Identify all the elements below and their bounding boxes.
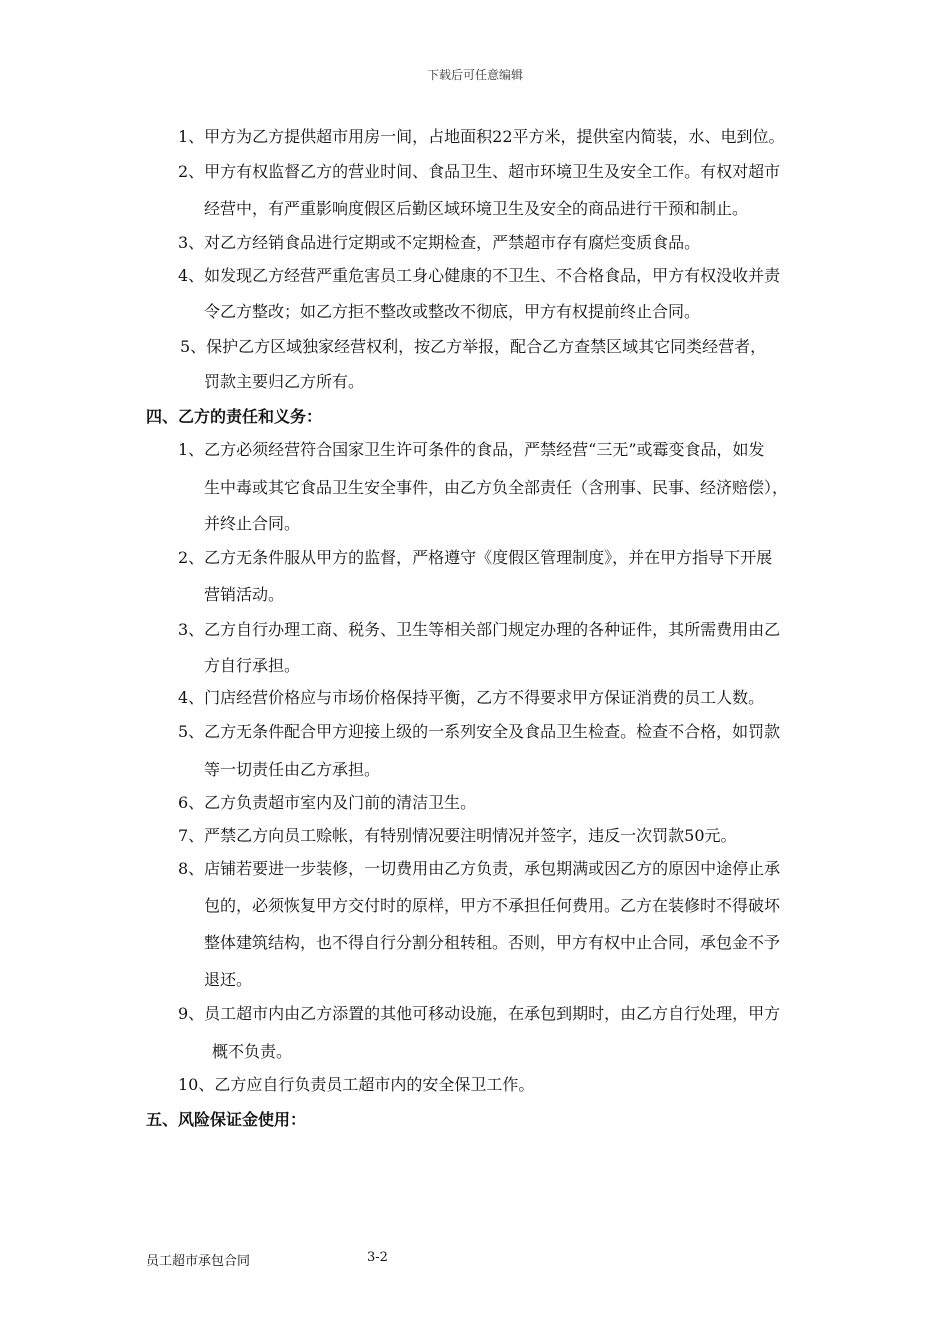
paragraph-line: 生中毒或其它食品卫生安全事件，由乙方负全部责任（含刑事、民事、经济赔偿），	[204, 478, 789, 497]
paragraph-line: 令乙方整改；如乙方拒不整改或整改不彻底，甲方有权提前终止合同。	[204, 302, 701, 321]
paragraph-line: 经营中，有严重影响度假区后勤区域环境卫生及安全的商品进行干预和制止。	[204, 199, 749, 218]
paragraph-line: 并终止合同。	[204, 514, 301, 533]
footer-page-number: 3-2	[367, 1250, 388, 1265]
paragraph-line: 2、乙方无条件服从甲方的监督，严格遵守《度假区管理制度》，并在甲方指导下开展	[178, 548, 773, 567]
paragraph-line: 5、保护乙方区域独家经营权利，按乙方举报，配合乙方查禁区域其它同类经营者，	[180, 337, 767, 356]
paragraph-line: 营销活动。	[204, 585, 285, 604]
paragraph-line: 6、乙方负责超市室内及门前的清洁卫生。	[178, 793, 477, 812]
paragraph-line: 9、员工超市内由乙方添置的其他可移动设施，在承包到期时，由乙方自行处理，甲方	[178, 1004, 781, 1023]
paragraph-line: 方自行承担。	[204, 656, 301, 675]
section-heading-4: 四、乙方的责任和义务：	[146, 407, 323, 426]
paragraph-line: 整体建筑结构，也不得自行分割分租转租。否则，甲方有权中止合同，承包金不予	[204, 933, 781, 952]
paragraph-line: 包的，必须恢复甲方交付时的原样，甲方不承担任何费用。乙方在装修时不得破坏	[204, 896, 781, 915]
paragraph-line: 罚款主要归乙方所有。	[204, 372, 365, 391]
paragraph-line: 2、甲方有权监督乙方的营业时间、食品卫生、超市环境卫生及安全工作。有权对超市	[178, 162, 781, 181]
paragraph-line: 3、对乙方经销食品进行定期或不定期检查，严禁超市存有腐烂变质食品。	[178, 233, 701, 252]
paragraph-line: 8、店铺若要进一步装修，一切费用由乙方负责，承包期满或因乙方的原因中途停止承	[178, 859, 781, 878]
paragraph-line: 4、门店经营价格应与市场价格保持平衡，乙方不得要求甲方保证消费的员工人数。	[178, 688, 765, 707]
paragraph-line: 概不负责。	[212, 1042, 293, 1061]
footer-document-title: 员工超市承包合同	[146, 1254, 251, 1269]
paragraph-line: 退还。	[204, 970, 253, 989]
paragraph-line: 5、乙方无条件配合甲方迎接上级的一系列安全及食品卫生检查。检查不合格，如罚款	[178, 722, 781, 741]
section-heading-5: 五、风险保证金使用：	[146, 1110, 307, 1129]
paragraph-line: 1、乙方必须经营符合国家卫生许可条件的食品，严禁经营“三无”或霉变食品，如发	[178, 440, 765, 459]
paragraph-line: 3、乙方自行办理工商、税务、卫生等相关部门规定办理的各种证件，其所需费用由乙	[178, 620, 781, 639]
paragraph-line: 1、甲方为乙方提供超市用房一间，占地面积22平方米，提供室内简装，水、电到位。	[178, 127, 785, 146]
paragraph-line: 等一切责任由乙方承担。	[204, 760, 381, 779]
paragraph-line: 4、如发现乙方经营严重危害员工身心健康的不卫生、不合格食品，甲方有权没收并责	[178, 266, 781, 285]
page-header: 下载后可任意编辑	[426, 68, 523, 82]
paragraph-line: 7、严禁乙方向员工赊帐，有特别情况要注明情况并签字，违反一次罚款50元。	[178, 826, 737, 845]
paragraph-line: 10、乙方应自行负责员工超市内的安全保卫工作。	[178, 1075, 535, 1094]
